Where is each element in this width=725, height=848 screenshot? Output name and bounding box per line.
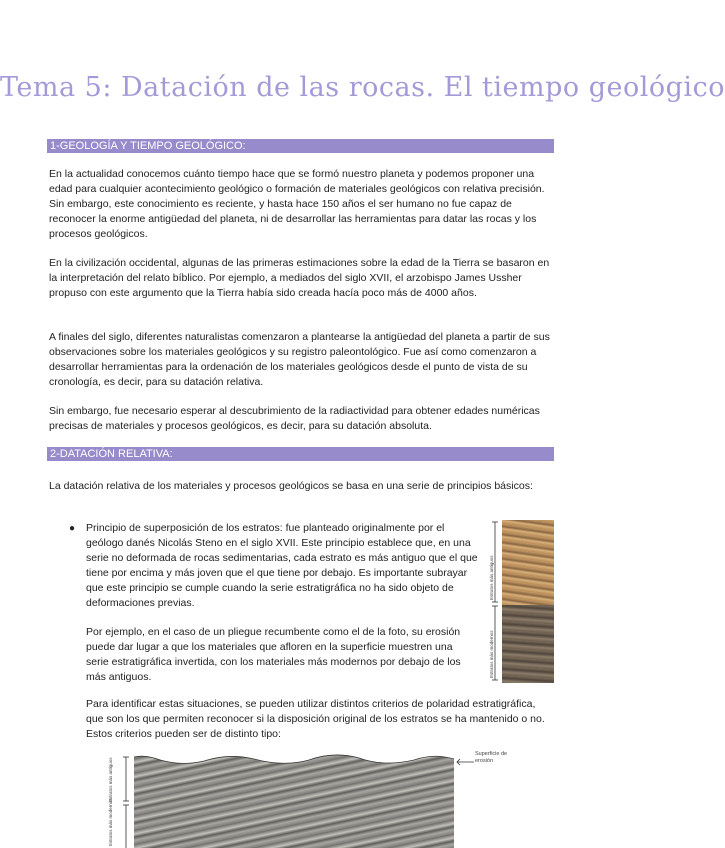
erosion-pointer-icon <box>455 757 475 767</box>
bullet-superposicion: Principio de superposición de los estratos: fue planteado originalmente por el geólogo danés Nicolás Steno en el siglo XVII. Este principio establece que, en una serie no deformada de rocas sedimentarias, cada estrato es más antiguo que el que tiene por encima y más joven que el que tiene por debajo. Es importante subrayar que este principio se cumple cuando la serie estratigráfica no ha sido objeto de deformaciones previas. <box>86 522 478 609</box>
section-heading-geologia: 1-GEOLOGÍA Y TIEMPO GEOLÓGICO: <box>47 139 554 153</box>
fold-label-modernos: Estratos más modernos <box>108 798 113 846</box>
section-heading-datacion-relativa: 2-DATACIÓN RELATIVA: <box>47 447 554 461</box>
paragraph-1: En la actualidad conocemos cuánto tiempo hace que se formó nuestro planeta y podemos proponer una edad para cualquier acontecimiento geológico o formación de materiales geológicos con relativa precisión. Sin embargo, este conocimiento es reciente, y hasta hace 150 años el ser humano no fue capaz de reconocer la enorme antigüedad del planeta, ni de desarrollar las herramientas para datar las rocas y los procesos geológicos. <box>49 168 545 240</box>
paragraph-ejemplo: Por ejemplo, en el caso de un pliegue recumbente como el de la foto, su erosión puede dar lugar a que los materiales que afloren en la superficie muestren una serie estratigráfica invertida, con los materiales más modernos por debajo de los más antiguos. <box>86 626 461 683</box>
paragraph-3: A finales del siglo, diferentes naturalistas comenzaron a plantearse la antigüedad del planeta a partir de sus observaciones sobre los materiales geológicos y su registro paleontológico. Fue así como comenzaron a desarrollar herramientas para la ordenación de los materiales geológicos desde el punto de vista de su cronología, es decir, para su datación relativa. <box>49 331 550 388</box>
label-estratos-antiguos: Estratos más antiguos <box>489 555 494 600</box>
paragraph-criterios: Para identificar estas situaciones, se pueden utilizar distintos criterios de polaridad estratigráfica, que son los que permiten reconocer si la disposición original de los estratos se ha mantenido o no. Estos criterios pueden ser de distinto tipo: <box>86 698 545 740</box>
strata-photo <box>488 520 554 683</box>
erosion-surface-label: Superficie de erosión <box>475 751 508 764</box>
erosion-surface-icon <box>134 751 454 767</box>
fold-label-antiguos: Estratos más antiguos <box>108 757 113 802</box>
label-estratos-modernos: Estratos más modernos <box>489 630 494 678</box>
bullet-icon: ● <box>69 523 76 534</box>
paragraph-intro: La datación relativa de los materiales y procesos geológicos se basa en una serie de principios básicos: <box>49 480 533 492</box>
page-title: Tema 5: Datación de las rocas. El tiempo geológico <box>0 72 725 103</box>
paragraph-2: En la civilización occidental, algunas de las primeras estimaciones sobre la edad de la Tierra se basaron en la interpretación del relato bíblico. Por ejemplo, a mediados del siglo XVII, el arzobispo James Ussher propuso con este argumento que la Tierra había sido creada hacía poco más de 4000 años. <box>49 257 550 299</box>
paragraph-4: Sin embargo, fue necesario esperar al descubrimiento de la radiactividad para obtener edades numéricas precisas de materiales y procesos geológicos, es decir, para su datación absoluta. <box>49 405 540 432</box>
fold-photo <box>134 751 454 848</box>
